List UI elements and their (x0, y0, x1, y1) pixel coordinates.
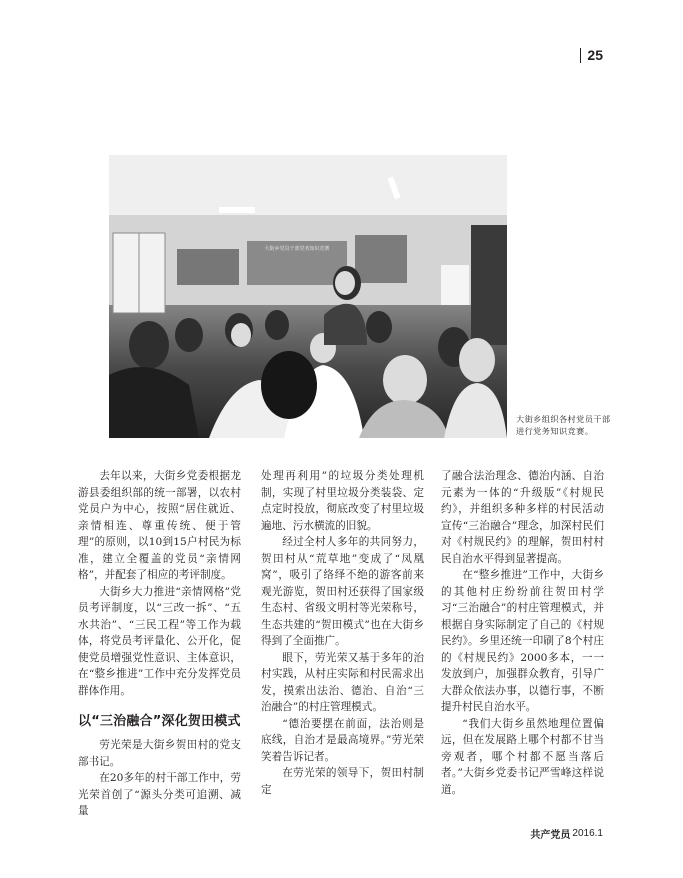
paragraph: 眼下，劳光荣又基于多年的治村实践，从村庄实际和村民需求出发，摸索出法治、德治、自治“三治融合”的村庄管理模式。 (261, 651, 424, 713)
text-column-2 (261, 468, 424, 798)
section-heading: 以“三治融合”深化贺田模式 (78, 714, 241, 729)
paragraph: “我们大街乡虽然地理位置偏远，但在发展路上哪个村都不甘当旁观者，哪个村都不愿当落后者。”大街乡党委书记严雪峰这样说道。 (441, 717, 604, 796)
footer (530, 826, 603, 841)
issue-number: 2016.1 (572, 828, 603, 839)
photo-caption: 大街乡组织各村党员干部进行党务知识竞赛。 (516, 414, 611, 436)
paragraph: “德治要摆在前面，法治则是底线，自治才是最高境界。”劳光荣笑着告诉记者。 (261, 717, 424, 763)
paragraph: 了融合法治理念、德治内涵、自治元素为一体的“升级版”《村规民约》，并组织多种多样的村民活动宣传“三治融合”理念，加深村民们对《村规民约》的理解，贺田村村民自治水平得到显著提高。 (441, 470, 604, 565)
paragraph: 处理再利用”的垃圾分类处理机制，实现了村里垃圾分类装袋、定点定时投放，彻底改变了村里垃圾遍地、污水横流的旧貌。 (261, 470, 424, 532)
text-column-1 (78, 468, 241, 820)
meeting-photo (109, 155, 507, 438)
paragraph: 在“整乡推进”工作中，大街乡的其他村庄纷纷前往贺田村学习“三治融合”的村庄管理模式，并根据自身实际制定了自己的《村规民约》。乡里还统一印刷了8个村庄的《村规民约》2000多本，一一发放到户，加强群众教育，引导广大群众依法办事，以德行事，不断提升村民自治水平。 (441, 569, 604, 713)
paragraph: 在劳光荣的领导下，贺田村制定 (261, 767, 424, 796)
text-column-3 (441, 468, 604, 798)
masthead-logo: 共产党员 (530, 830, 571, 841)
paragraph: 劳光荣是大街乡贺田村的党支部书记。 (78, 739, 241, 768)
paragraph: 在20多年的村干部工作中，劳光荣首创了“源头分类可追溯、减量 (78, 772, 241, 817)
banner-text: 大街乡党员干部党务知识竞赛 (264, 246, 330, 252)
paragraph: 经过全村人多年的共同努力，贺田村从“荒草地”变成了“凤凰窝”，吸引了络绎不绝的游客前来观光游览，贺田村还获得了国家级生态村、省级文明村等光荣称号，生态共建的“贺田模式”也在大街乡得到了全面推广。 (261, 536, 424, 647)
paragraph: 大街乡大力推进“亲情网格”党员考评制度，以“三改一拆”、“五水共治”、“三民工程”等工作为载体，将党员考评量化、公开化，促使党员增强党性意识、主体意识，在“整乡推进”工作中充分发挥党员群体作用。 (78, 585, 241, 697)
page-number: 25 (580, 48, 603, 63)
paragraph: 去年以来，大街乡党委根据龙游县委组织部的统一部署，以农村党员户为中心，按照“居住就近、亲情相连、尊重传统、便于管理”的原则，以10到15户村民为标准，建立全覆盖的党员“亲情网格”，并配套了相应的考评制度。 (78, 470, 241, 581)
